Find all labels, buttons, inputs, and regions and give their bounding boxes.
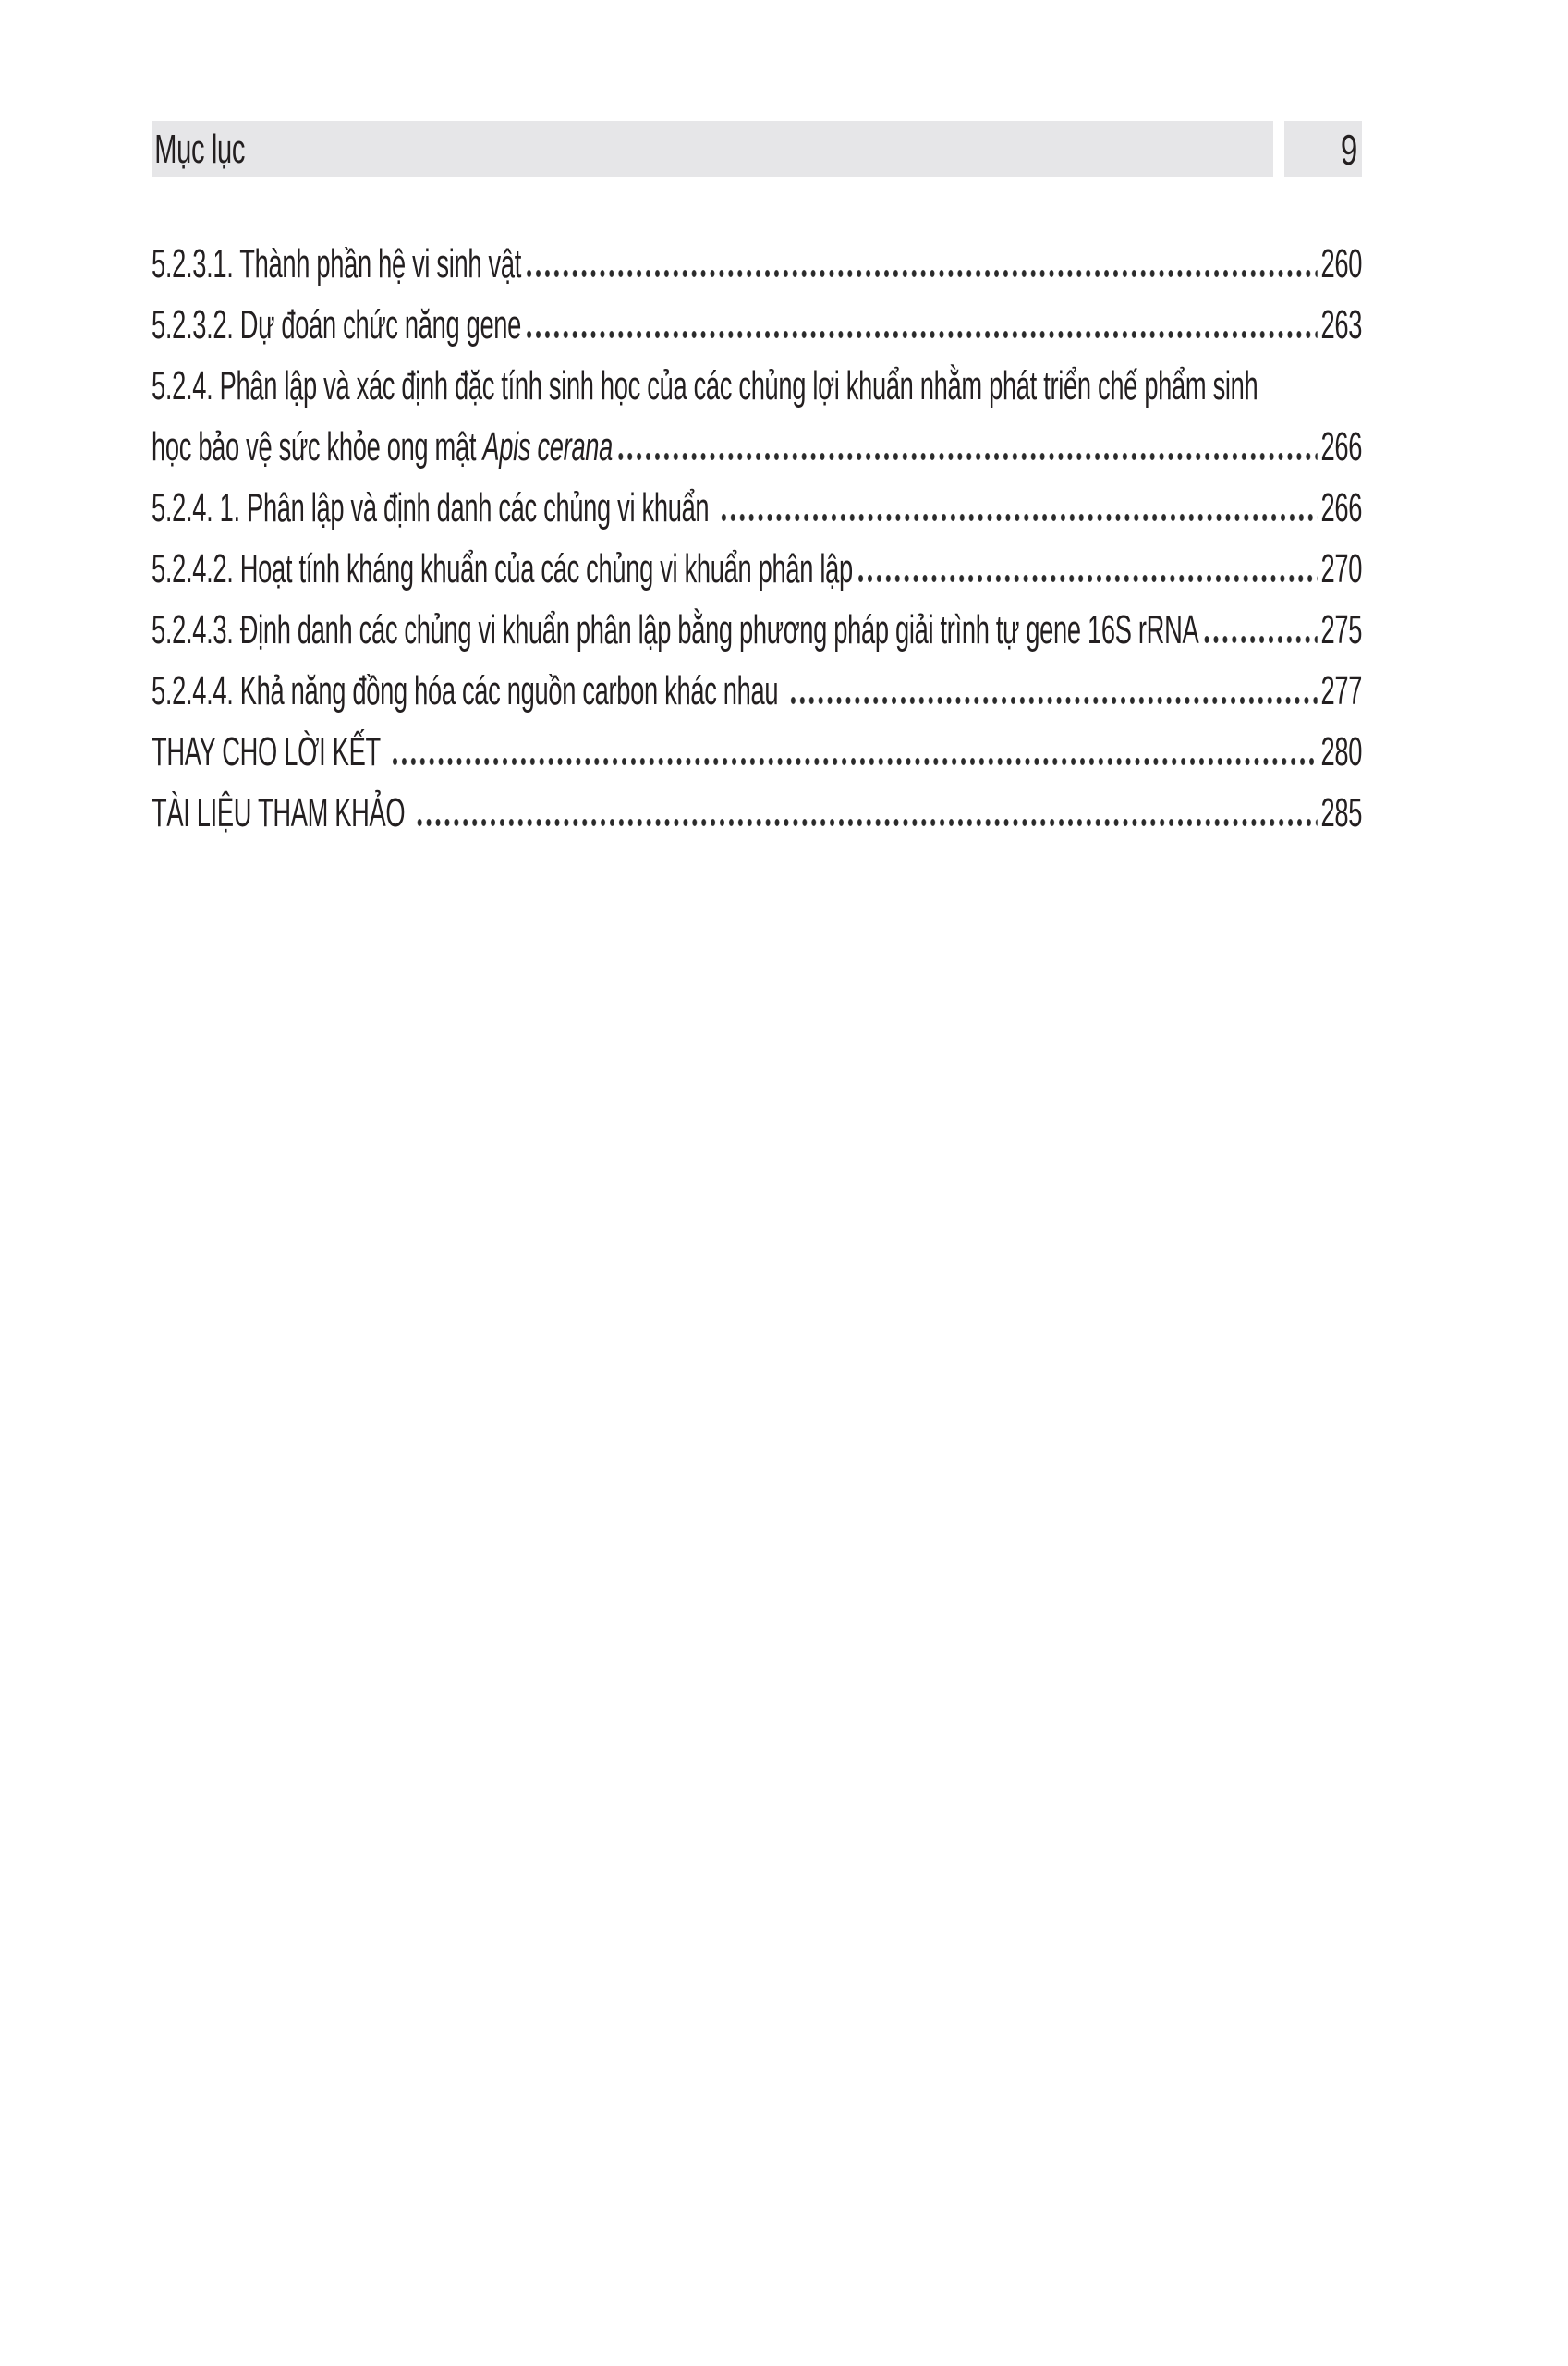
dot-leader (415, 783, 1317, 844)
toc-page-number: 266 (1320, 485, 1363, 531)
toc-entry-text: 5.2.4. 1. Phân lập và định danh các chủng vi khuẩn (152, 485, 716, 531)
toc-entry-text: 5.2.4.3. Định danh các chủng vi khuẩn phân lập bằng phương pháp giải trình tự gene 16S rRNA (152, 607, 1199, 652)
page-title: Mục lục (154, 126, 246, 172)
header-page-number-box (1284, 121, 1362, 177)
dot-leader (525, 234, 1318, 295)
toc-entry-text: 5.2.4. Phân lập và xác định đặc tính sinh học của các chủng lợi khuẩn nhằm phát triển chế phẩm sinh (152, 363, 1258, 409)
toc-page-number: 275 (1320, 607, 1363, 652)
dot-leader (1202, 600, 1318, 661)
toc-page-number: 280 (1320, 729, 1363, 774)
toc-entry-line (152, 783, 1362, 844)
toc-entry-line (152, 600, 1362, 661)
toc-list (152, 234, 1362, 844)
toc-entry-text: 5.2.3.2. Dự đoán chức năng gene (152, 302, 522, 348)
toc-entry-text-italic: Apis cerana (482, 424, 614, 470)
toc-page-number: 285 (1320, 790, 1363, 835)
header-title-bar (152, 121, 1273, 177)
page-header (152, 121, 1362, 177)
toc-entry-line (152, 722, 1362, 783)
toc-entry-line (152, 417, 1362, 478)
toc-entry-line (152, 356, 1362, 417)
toc-page-number: 270 (1320, 546, 1363, 592)
toc-page-number: 263 (1320, 302, 1363, 348)
toc-entry-text: THAY CHO LỜI KẾT (152, 729, 387, 774)
dot-leader (788, 661, 1318, 722)
dot-leader (525, 295, 1318, 356)
toc-entry-line (152, 234, 1362, 295)
dot-leader (390, 722, 1317, 783)
toc-entry-text: 5.2.4.4. Khả năng đồng hóa các nguồn carbon khác nhau (152, 668, 785, 713)
toc-entry-line (152, 478, 1362, 539)
toc-entry-line (152, 295, 1362, 356)
toc-entry-text: 5.2.3.1. Thành phần hệ vi sinh vật (152, 241, 521, 287)
toc-page-number: 266 (1320, 424, 1363, 470)
dot-leader (616, 417, 1318, 478)
toc-entry-line (152, 661, 1362, 722)
toc-entry-text: học bảo vệ sức khỏe ong mật (152, 424, 483, 470)
dot-leader (857, 539, 1318, 600)
toc-entry-line (152, 539, 1362, 600)
toc-entry-text: 5.2.4.2. Hoạt tính kháng khuẩn của các chủng vi khuẩn phân lập (152, 546, 853, 592)
dot-leader (719, 478, 1317, 539)
toc-entry-text: TÀI LIỆU THAM KHẢO (152, 790, 412, 835)
toc-page-number: 260 (1320, 241, 1363, 287)
page-number: 9 (1341, 125, 1358, 174)
toc-page-number: 277 (1320, 668, 1363, 713)
